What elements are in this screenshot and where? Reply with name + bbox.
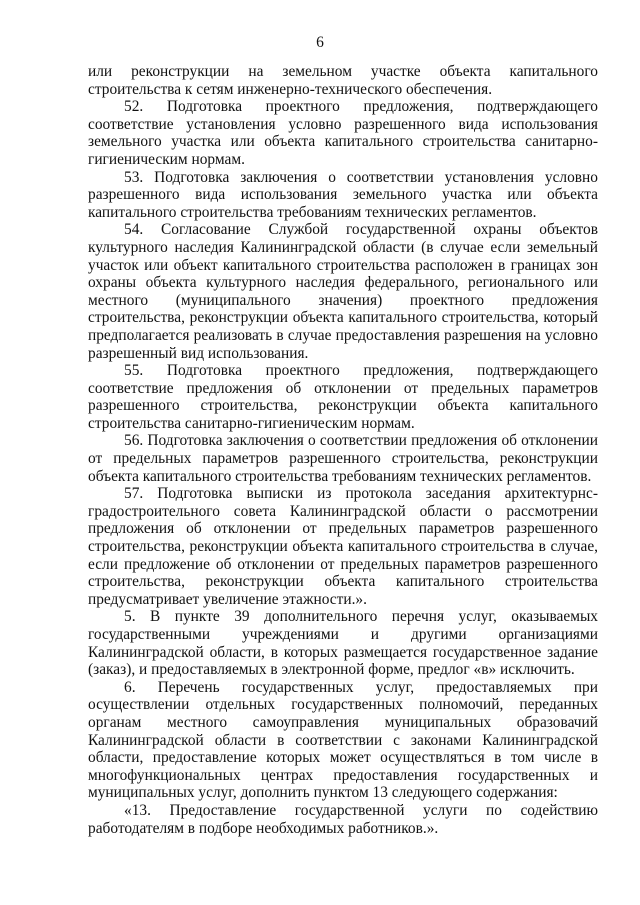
paragraph-point-5: 5. В пункте 39 дополнительного перечня услуг, оказываемых государственными учреждениями и другими организациями Калининградской области, в которых размещается государственное задание (заказ), и предоставляемых в электронной форме, предлог «в» исключить.	[88, 608, 598, 679]
paragraph-item-54: 54. Согласование Службой государственной охраны объектов культурного наследия Калининградской области (в случае если земельный участок или объект капитального строительства расположен в границах зон охраны объекта культурного наследия федерального, регионального или местного (муниципального значения) проектного предложения строительства, реконструкции объекта капитального строительства, который предполагается реализовать в случае предоставления разрешения на условно разрешенный вид использования.	[88, 221, 598, 362]
paragraph-quoted-item-13: «13. Предоставление государственной услуги по содействию работодателям в подборе необходимых работников.».	[88, 801, 598, 837]
paragraph-item-56: 56. Подготовка заключения о соответствии предложения об отклонении от предельных параметров разрешенного строительства, реконструкции объекта капитального строительства требованиям технических регламентов.	[88, 432, 598, 485]
paragraph-item-52: 52. Подготовка проектного предложения, подтверждающего соответствие установления условно разрешенного вида использования земельного участка или объекта капитального строительства санитарно-гигиеническим нормам.	[88, 98, 598, 168]
paragraph-item-53: 53. Подготовка заключения о соответствии установления условно разрешенного вида использования земельного участка или объекта капитального строительства требованиям технических регламентов.	[88, 168, 598, 221]
document-body	[88, 63, 598, 837]
paragraph-point-6: 6. Перечень государственных услуг, предоставляемых при осуществлении отдельных государственных полномочий, переданных органам местного самоуправления муниципальных образовачий Калининградской области в соответствии с законами Калининградской области, предоставление которых может осуществляться в том числе в многофункциональных центрах предоставления государственных и муниципальных услуг, дополнить пунктом 13 следующего содержания:	[88, 678, 598, 802]
page-number: 6	[316, 34, 324, 51]
paragraph-item-57: 57. Подготовка выписки из протокола заседания архитектурнс-градостроительного совета Калининградской области о рассмотрении предложения об отклонении от предельных параметров разрешенного строительства, реконструкции объекта капитального строительства в случае, если предложение об отклонении от предельных параметров разрешенного строительства, реконструкции объекта капитального строительства предусматривает увеличение этажности.».	[88, 485, 598, 608]
paragraph-continuation: или реконструкции на земельном участке объекта капитального строительства к сетям инженерно-технического обеспечения.	[88, 63, 598, 98]
paragraph-item-55: 55. Подготовка проектного предложения, подтверждающего соответствие предложения об отклонении от предельных параметров разрешенного строительства, реконструкции объекта капитального строительства санитарно-гигиеническим нормам.	[88, 362, 598, 432]
